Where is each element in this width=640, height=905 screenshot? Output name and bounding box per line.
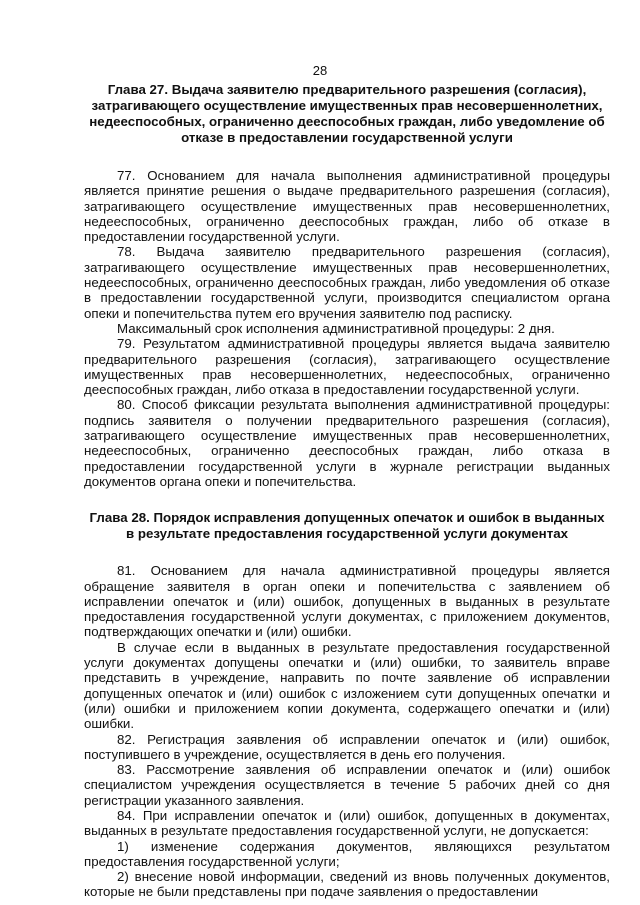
list-item-1: 1) изменение содержания документов, являющихся результатом предоставления государственной услуги; bbox=[84, 838, 610, 869]
paragraph-77: 77. Основанием для начала выполнения административной процедуры является принятие решения о выдаче предварительного разрешения (согласия), затрагивающего осуществление имущественных прав несовершеннолетних, недееспособных, ограниченно дееспособных граждан, либо об отказе в предоставлении государственной услуги. bbox=[84, 168, 610, 245]
paragraph-78: 78. Выдача заявителю предварительного разрешения (согласия), затрагивающего осуществление имущественных прав несовершеннолетних, недееспособных, ограниченно дееспособных граждан, либо уведомления об отказе в предоставлении государственной услуги, производится специалистом органа опеки и попечительства путем его вручения заявителю под расписку. bbox=[84, 244, 610, 321]
page-number: 28 bbox=[312, 63, 328, 78]
paragraph-79: 79. Результатом административной процедуры является выдача заявителю предварительного разрешения (согласия), затрагивающего осуществление имущественных прав несовершеннолетних, недееспособных, ограниченно дееспособных граждан, либо отказа в предоставлении государственной услуги. bbox=[84, 336, 610, 398]
paragraph-80: 80. Способ фиксации результата выполнения административной процедуры: подпись заявителя о получении предварительного разрешения (согласия), затрагивающего осуществление имущественных прав несовершеннолетних, недееспособных, ограниченно дееспособных граждан, либо отказа в предоставлении государственной услуги в журнале регистрации выданных документов органа опеки и попечительства. bbox=[84, 397, 610, 489]
paragraph-max-term: Максимальный срок исполнения административной процедуры: 2 дня. bbox=[117, 320, 555, 336]
list-item-2: 2) внесение новой информации, сведений из вновь полученных документов, которые не были представлены при подаче заявления о предоставлении bbox=[84, 869, 610, 900]
paragraph-81: 81. Основанием для начала административной процедуры является обращение заявителя в орган опеки и попечительства с заявлением об исправлении опечаток и (или) ошибок, допущенных в выданных в результате предоставления государственной услуги документах, с приложением документов, подтверждающих опечатки и (или) ошибки. bbox=[84, 563, 610, 640]
chapter-27-title: Глава 27. Выдача заявителю предварительного разрешения (согласия), затрагивающего осуществление имущественных прав несовершеннолетних, недееспособных, ограниченно дееспособных граждан, либо уведомление об отказе в предоставлении государственной услуги bbox=[89, 82, 605, 145]
paragraph-errors-case: В случае если в выданных в результате предоставления государственной услуги документах допущены опечатки и (или) ошибки, то заявитель вправе представить в учреждение, направить по почте заявление об исправлении допущенных опечаток и (или) ошибок с изложением сути допущенных опечатки и (или) ошибки и приложением копии документа, содержащего опечатки и (или) ошибки. bbox=[84, 639, 610, 732]
paragraph-83: 83. Рассмотрение заявления об исправлении опечаток и (или) ошибок специалистом учреждения осуществляется в течение 5 рабочих дней со дня регистрации указанного заявления. bbox=[84, 762, 610, 808]
chapter-28-title: Глава 28. Порядок исправления допущенных опечаток и ошибок в выданных в результате предоставления государственной услуги документах bbox=[89, 510, 605, 542]
paragraph-84: 84. При исправлении опечаток и (или) ошибок, допущенных в документах, выданных в результате предоставления государственной услуги, не допускается: bbox=[84, 807, 610, 839]
document-body bbox=[84, 82, 610, 900]
paragraph-82: 82. Регистрация заявления об исправлении опечаток и (или) ошибок, поступившего в учреждение, осуществляется в день его получения. bbox=[84, 731, 610, 762]
